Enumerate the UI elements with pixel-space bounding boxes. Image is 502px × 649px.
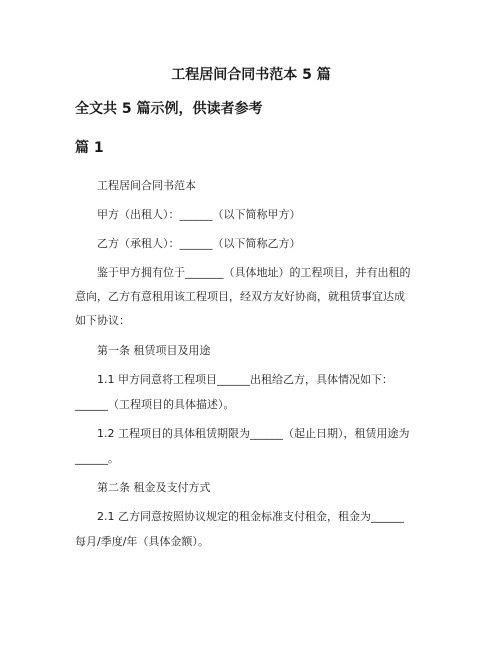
preamble-line-2: 意向，乙方有意租用该工程项目，经双方友好协商，就租赁事宜达成 bbox=[75, 290, 405, 303]
clause-1-1-line-2: ______（工程项目的具体描述）。 bbox=[75, 398, 235, 411]
party-a-line: 甲方（出租人）：______（以下简称甲方） bbox=[97, 208, 301, 221]
clause-1-1-line-1: 1.1 甲方同意将工程项目______出租给乙方，具体情况如下： bbox=[97, 373, 393, 386]
party-b-line: 乙方（承租人）：______（以下简称乙方） bbox=[97, 237, 301, 250]
clause-1-2-line-2: ______。 bbox=[75, 452, 119, 465]
preamble-line-1: 鉴于甲方拥有位于_______（具体地址）的工程项目，并有出租的 bbox=[97, 266, 411, 279]
contract-title-line: 工程居间合同书范本 bbox=[97, 179, 196, 192]
document-title: 工程居间合同书范本 5 篇 bbox=[171, 67, 331, 83]
clause-2-1-line-2: 每月/季度/年（具体金额）。 bbox=[75, 535, 209, 548]
section-heading: 篇 1 bbox=[75, 140, 104, 156]
article-2-heading: 第二条 租金及支付方式 bbox=[97, 481, 211, 494]
clause-2-1-line-1: 2.1 乙方同意按照协议规定的租金标准支付租金，租金为______ bbox=[97, 510, 404, 523]
clause-1-2-line-1: 1.2 工程项目的具体租赁期限为______（起止日期），租赁用途为 bbox=[97, 427, 410, 440]
article-1-heading: 第一条 租赁项目及用途 bbox=[97, 344, 211, 357]
preamble-line-3: 如下协议： bbox=[75, 314, 130, 327]
document-subtitle: 全文共 5 篇示例，供读者参考 bbox=[75, 101, 263, 117]
